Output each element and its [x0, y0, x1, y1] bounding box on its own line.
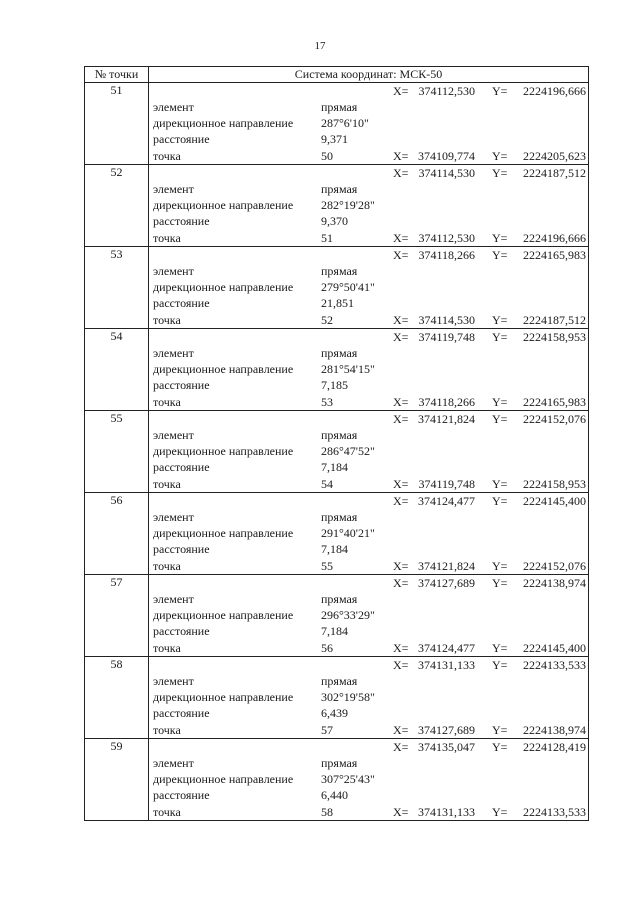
x-value: 374124,477: [418, 494, 475, 508]
direction-label: дирекционное направление: [153, 198, 294, 212]
y-label: Y=: [492, 723, 508, 737]
point-details: [149, 329, 589, 411]
point-label: точка: [153, 149, 181, 163]
direction-label: дирекционное направление: [153, 444, 294, 458]
table-header-row: [85, 67, 589, 83]
direction-label: дирекционное направление: [153, 526, 294, 540]
y-value: 2224187,512: [523, 166, 586, 180]
y-label: Y=: [492, 559, 508, 573]
direction-line: [149, 279, 589, 295]
y-label: Y=: [492, 494, 508, 508]
distance-line: [149, 213, 589, 229]
distance-label: расстояние: [153, 296, 210, 310]
y-label: Y=: [492, 248, 508, 262]
point-number: 51: [85, 83, 149, 165]
element-value: прямая: [321, 264, 358, 278]
x-value: 374112,530: [418, 84, 475, 98]
point-label: точка: [153, 395, 181, 409]
reference-point-number: 50: [321, 149, 333, 163]
table-body: [85, 83, 589, 821]
element-value: прямая: [321, 592, 358, 606]
distance-value: 7,184: [321, 460, 348, 474]
y-label: Y=: [492, 313, 508, 327]
point-label: точка: [153, 723, 181, 737]
distance-line: [149, 541, 589, 557]
element-label: элемент: [153, 428, 194, 442]
element-value: прямая: [321, 510, 358, 524]
point-label: точка: [153, 641, 181, 655]
element-label: элемент: [153, 346, 194, 360]
table-row: [85, 493, 589, 575]
x-label: X=: [393, 166, 409, 180]
direction-line: [149, 197, 589, 213]
element-value: прямая: [321, 756, 358, 770]
point-details: [149, 739, 589, 821]
distance-label: расстояние: [153, 542, 210, 556]
x-label: X=: [393, 149, 409, 163]
reference-x-value: 374131,133: [418, 805, 475, 819]
element-value: прямая: [321, 182, 358, 196]
distance-value: 21,851: [321, 296, 354, 310]
x-label: X=: [393, 723, 409, 737]
element-line: [149, 673, 589, 689]
x-label: X=: [393, 84, 409, 98]
distance-label: расстояние: [153, 788, 210, 802]
point-coordinates: [149, 247, 589, 263]
point-coordinates: [149, 165, 589, 181]
point-label: точка: [153, 231, 181, 245]
y-label: Y=: [492, 641, 508, 655]
x-label: X=: [393, 641, 409, 655]
y-label: Y=: [492, 84, 508, 98]
direction-value: 296°33'29": [321, 608, 375, 622]
table-row: [85, 657, 589, 739]
point-number: 54: [85, 329, 149, 411]
element-value: прямая: [321, 674, 358, 688]
direction-line: [149, 361, 589, 377]
x-value: 374127,689: [418, 576, 475, 590]
distance-value: 7,184: [321, 542, 348, 556]
point-number: 59: [85, 739, 149, 821]
reference-point-line: [149, 394, 589, 410]
distance-line: [149, 705, 589, 721]
point-coordinates: [149, 739, 589, 755]
table-row: [85, 329, 589, 411]
direction-line: [149, 525, 589, 541]
table-row: [85, 575, 589, 657]
element-label: элемент: [153, 756, 194, 770]
x-value: 374118,266: [418, 248, 475, 262]
reference-y-value: 2224145,400: [523, 641, 586, 655]
direction-line: [149, 115, 589, 131]
direction-value: 281°54'15": [321, 362, 375, 376]
element-value: прямая: [321, 428, 358, 442]
reference-y-value: 2224205,623: [523, 149, 586, 163]
element-line: [149, 263, 589, 279]
table-row: [85, 83, 589, 165]
reference-y-value: 2224165,983: [523, 395, 586, 409]
reference-y-value: 2224133,533: [523, 805, 586, 819]
reference-point-number: 57: [321, 723, 333, 737]
reference-x-value: 374118,266: [418, 395, 475, 409]
distance-label: расстояние: [153, 214, 210, 228]
direction-label: дирекционное направление: [153, 690, 294, 704]
y-label: Y=: [492, 477, 508, 491]
element-label: элемент: [153, 510, 194, 524]
point-details: [149, 575, 589, 657]
point-number: 52: [85, 165, 149, 247]
x-label: X=: [393, 313, 409, 327]
direction-label: дирекционное направление: [153, 362, 294, 376]
point-coordinates: [149, 411, 589, 427]
x-label: X=: [393, 576, 409, 590]
reference-x-value: 374109,774: [418, 149, 475, 163]
point-number: 53: [85, 247, 149, 329]
point-details: [149, 165, 589, 247]
distance-label: расстояние: [153, 624, 210, 638]
point-number: 58: [85, 657, 149, 739]
distance-label: расстояние: [153, 132, 210, 146]
distance-line: [149, 623, 589, 639]
direction-line: [149, 443, 589, 459]
element-line: [149, 509, 589, 525]
y-value: 2224145,400: [523, 494, 586, 508]
distance-value: 6,439: [321, 706, 348, 720]
point-coordinates: [149, 329, 589, 345]
distance-line: [149, 131, 589, 147]
direction-label: дирекционное направление: [153, 772, 294, 786]
point-label: точка: [153, 313, 181, 327]
reference-x-value: 374124,477: [418, 641, 475, 655]
y-label: Y=: [492, 576, 508, 590]
header-point-number: № точки: [85, 67, 149, 83]
point-details: [149, 247, 589, 329]
x-label: X=: [393, 658, 409, 672]
direction-value: 279°50'41": [321, 280, 375, 294]
x-label: X=: [393, 805, 409, 819]
reference-point-line: [149, 640, 589, 656]
x-value: 374121,824: [418, 412, 475, 426]
distance-line: [149, 295, 589, 311]
reference-point-number: 51: [321, 231, 333, 245]
point-coordinates: [149, 83, 589, 99]
x-value: 374131,133: [418, 658, 475, 672]
distance-label: расстояние: [153, 460, 210, 474]
y-value: 2224133,533: [523, 658, 586, 672]
direction-label: дирекционное направление: [153, 116, 294, 130]
point-label: точка: [153, 477, 181, 491]
y-value: 2224128,419: [523, 740, 586, 754]
reference-y-value: 2224158,953: [523, 477, 586, 491]
x-label: X=: [393, 231, 409, 245]
element-line: [149, 181, 589, 197]
distance-value: 9,371: [321, 132, 348, 146]
x-label: X=: [393, 559, 409, 573]
x-label: X=: [393, 248, 409, 262]
point-number: 56: [85, 493, 149, 575]
table-row: [85, 739, 589, 821]
x-label: X=: [393, 395, 409, 409]
point-details: [149, 493, 589, 575]
distance-label: расстояние: [153, 378, 210, 392]
x-value: 374114,530: [418, 166, 475, 180]
y-label: Y=: [492, 166, 508, 180]
element-value: прямая: [321, 100, 358, 114]
y-value: 2224165,983: [523, 248, 586, 262]
y-value: 2224196,666: [523, 84, 586, 98]
direction-value: 302°19'58": [321, 690, 375, 704]
direction-value: 307°25'43": [321, 772, 375, 786]
point-number: 55: [85, 411, 149, 493]
element-value: прямая: [321, 346, 358, 360]
direction-line: [149, 689, 589, 705]
reference-x-value: 374119,748: [418, 477, 475, 491]
element-label: элемент: [153, 182, 194, 196]
point-details: [149, 657, 589, 739]
point-coordinates: [149, 657, 589, 673]
x-label: X=: [393, 494, 409, 508]
y-value: 2224152,076: [523, 412, 586, 426]
y-label: Y=: [492, 231, 508, 245]
distance-label: расстояние: [153, 706, 210, 720]
reference-x-value: 374114,530: [418, 313, 475, 327]
direction-line: [149, 607, 589, 623]
distance-value: 7,185: [321, 378, 348, 392]
element-line: [149, 591, 589, 607]
x-label: X=: [393, 740, 409, 754]
point-number: 57: [85, 575, 149, 657]
reference-point-number: 52: [321, 313, 333, 327]
element-label: элемент: [153, 100, 194, 114]
reference-x-value: 374121,824: [418, 559, 475, 573]
element-label: элемент: [153, 264, 194, 278]
element-label: элемент: [153, 674, 194, 688]
y-label: Y=: [492, 658, 508, 672]
x-value: 374135,047: [418, 740, 475, 754]
table-row: [85, 165, 589, 247]
distance-line: [149, 459, 589, 475]
reference-y-value: 2224187,512: [523, 313, 586, 327]
direction-value: 282°19'28": [321, 198, 375, 212]
element-line: [149, 427, 589, 443]
header-coordinate-system: Система координат: МСК-50: [149, 67, 589, 83]
point-details: [149, 83, 589, 165]
reference-point-number: 58: [321, 805, 333, 819]
element-line: [149, 755, 589, 771]
x-value: 374119,748: [418, 330, 475, 344]
reference-x-value: 374112,530: [418, 231, 475, 245]
reference-point-line: [149, 312, 589, 328]
y-label: Y=: [492, 805, 508, 819]
x-label: X=: [393, 477, 409, 491]
reference-x-value: 374127,689: [418, 723, 475, 737]
distance-value: 9,370: [321, 214, 348, 228]
y-value: 2224158,953: [523, 330, 586, 344]
table-row: [85, 247, 589, 329]
point-details: [149, 411, 589, 493]
reference-point-line: [149, 804, 589, 820]
y-label: Y=: [492, 330, 508, 344]
reference-point-number: 55: [321, 559, 333, 573]
element-label: элемент: [153, 592, 194, 606]
direction-line: [149, 771, 589, 787]
y-label: Y=: [492, 395, 508, 409]
x-label: X=: [393, 412, 409, 426]
reference-y-value: 2224152,076: [523, 559, 586, 573]
y-value: 2224138,974: [523, 576, 586, 590]
point-coordinates: [149, 493, 589, 509]
direction-value: 291°40'21": [321, 526, 375, 540]
point-coordinates: [149, 575, 589, 591]
reference-point-line: [149, 722, 589, 738]
point-label: точка: [153, 559, 181, 573]
reference-point-line: [149, 558, 589, 574]
distance-line: [149, 787, 589, 803]
reference-point-line: [149, 476, 589, 492]
reference-point-line: [149, 230, 589, 246]
distance-line: [149, 377, 589, 393]
reference-y-value: 2224196,666: [523, 231, 586, 245]
table-row: [85, 411, 589, 493]
reference-point-line: [149, 148, 589, 164]
y-label: Y=: [492, 412, 508, 426]
direction-value: 287°6'10": [321, 116, 369, 130]
page-number: 17: [314, 40, 326, 52]
direction-label: дирекционное направление: [153, 608, 294, 622]
y-label: Y=: [492, 740, 508, 754]
reference-point-number: 56: [321, 641, 333, 655]
x-label: X=: [393, 330, 409, 344]
reference-y-value: 2224138,974: [523, 723, 586, 737]
element-line: [149, 99, 589, 115]
element-line: [149, 345, 589, 361]
coordinates-table: [84, 66, 589, 821]
direction-label: дирекционное направление: [153, 280, 294, 294]
y-label: Y=: [492, 149, 508, 163]
direction-value: 286°47'52": [321, 444, 375, 458]
reference-point-number: 54: [321, 477, 333, 491]
distance-value: 6,440: [321, 788, 348, 802]
distance-value: 7,184: [321, 624, 348, 638]
reference-point-number: 53: [321, 395, 333, 409]
point-label: точка: [153, 805, 181, 819]
